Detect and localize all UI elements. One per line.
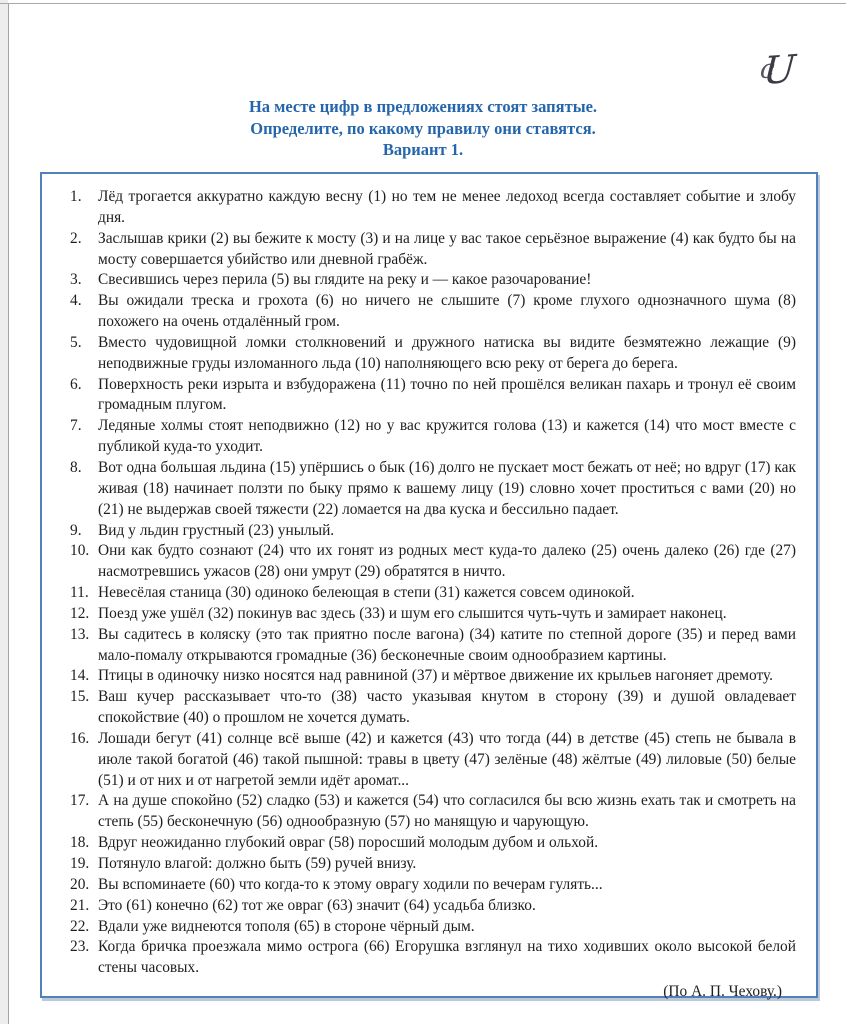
list-item-text: Ваш кучер рассказывает что-то (38) часто указывая кнутом в сторону (39) и душой овладевает спокойствие (40) о прошлом не хочется думать. bbox=[98, 688, 796, 727]
list-item bbox=[68, 937, 800, 979]
list-item-number: 13. bbox=[70, 625, 90, 643]
list-item bbox=[68, 666, 800, 687]
list-item-text: Вы вспоминаете (60) что когда-то к этому оврагу ходили по вечерам гулять... bbox=[98, 875, 603, 893]
list-item-text: Поверхность реки изрыта и взбудоражена (11) точно по ней прошёлся великан пахарь и тронул её своим громадным плугом. bbox=[98, 375, 796, 414]
list-item-text: Свесившись через перила (5) вы глядите на реку и — какое разочарование! bbox=[98, 271, 592, 289]
script-monogram: c U bbox=[759, 47, 796, 94]
list-item-text: А на душе спокойно (52) сладко (53) и кажется (54) что согласился бы всю жизнь ехать так и смотреть на степь (55) бесконечную (56) однообразную (57) но манящую и чарующую. bbox=[98, 792, 796, 831]
list-item-text: Заслышав крики (2) вы бежите к мосту (3) и на лице у вас такое серьёзное выражение (4) как будто бы на мосту совершается убийство или дневной грабёж. bbox=[98, 229, 796, 268]
list-item bbox=[68, 791, 800, 833]
list-item-number: 16. bbox=[70, 729, 90, 747]
list-item-text: Ледяные холмы стоят неподвижно (12) но у вас кружится голова (13) и кажется (14) что мост вместе с публикой куда-то уходит. bbox=[98, 417, 796, 456]
list-item bbox=[68, 521, 800, 542]
list-item bbox=[68, 833, 800, 854]
list-item-number: 1. bbox=[70, 188, 82, 205]
list-item-number: 23. bbox=[70, 938, 90, 956]
author-attribution: (По А. П. Чехову.) bbox=[663, 983, 782, 1001]
list-item bbox=[68, 854, 800, 875]
list-item bbox=[68, 187, 800, 229]
list-item-text: Вдруг неожиданно глубокий овраг (58) поросший молодым дубом и ольхой. bbox=[98, 834, 599, 852]
title-line-3: Вариант 1. bbox=[382, 140, 464, 159]
list-item bbox=[68, 229, 800, 271]
list-item-text: Невесёлая станица (30) одиноко белеющая в степи (31) кажется совсем одинокой. bbox=[98, 584, 635, 602]
list-item-number: 2. bbox=[70, 229, 82, 247]
list-item-text: Вы ожидали треска и грохота (6) но ничего не слышите (7) кроме глухого однозначного шума (8) похожего на очень отдалённый гром. bbox=[98, 292, 796, 331]
list-item bbox=[68, 604, 800, 625]
scan-edge-line-top bbox=[0, 3, 846, 4]
list-item-number: 18. bbox=[70, 834, 90, 852]
list-item-number: 10. bbox=[70, 542, 90, 560]
list-item-number: 14. bbox=[70, 667, 90, 685]
list-item-number: 6. bbox=[70, 375, 82, 393]
list-item bbox=[68, 416, 800, 458]
list-item bbox=[68, 875, 800, 896]
list-item-number: 12. bbox=[70, 604, 90, 622]
list-item-number: 11. bbox=[70, 584, 89, 602]
exercise-title bbox=[0, 96, 846, 161]
list-item-text: Лошади бегут (41) солнце всё выше (42) и кажется (43) что тогда (44) в детстве (45) степь не бывала в июле такой богатой (46) такой пышной: травы в цвету (47) зелёные (48) жёлтые (49) лиловые (50) белые (51) и от них и от нагретой земли идёт аромат... bbox=[98, 729, 796, 789]
list-item bbox=[68, 583, 800, 604]
list-item bbox=[68, 625, 800, 667]
list-item-text: Вид у льдин грустный (23) унылый. bbox=[98, 521, 335, 539]
sentences-box bbox=[40, 172, 818, 1001]
list-item-text: Это (61) конечно (62) тот же овраг (63) значит (64) усадьба близко. bbox=[98, 896, 536, 914]
list-item-text: Вдали уже виднеются тополя (65) в стороне чёрный дым. bbox=[98, 917, 475, 935]
list-item-number: 3. bbox=[70, 271, 82, 289]
list-item-number: 7. bbox=[70, 417, 82, 435]
list-item-text: Когда бричка проезжала мимо острога (66) Егорушка взглянул на тихо ходивших около высокой белой стены часовых. bbox=[98, 938, 796, 977]
list-item bbox=[68, 375, 800, 417]
list-item bbox=[68, 291, 800, 333]
list-item-text: Вместо чудовищной ломки столкновений и дружного натиска вы видите безмятежно лежащие (9) неподвижные груды изломанного льда (10) наполняющего всю реку от берега до берега. bbox=[98, 333, 796, 372]
list-item-text: Поезд уже ушёл (32) покинув вас здесь (33) и шум его слышится чуть-чуть и замирает наконец. bbox=[98, 604, 727, 622]
list-item-text: Лёд трогается аккуратно каждую весну (1) но тем не менее ледоход всегда составляет событие и злобу дня. bbox=[98, 188, 796, 226]
list-item bbox=[68, 729, 800, 792]
list-item-number: 5. bbox=[70, 333, 82, 351]
list-item-number: 8. bbox=[70, 458, 82, 476]
list-item-number: 17. bbox=[70, 792, 90, 810]
list-item bbox=[68, 270, 800, 291]
list-item bbox=[68, 541, 800, 583]
list-item-number: 15. bbox=[70, 688, 90, 706]
list-item bbox=[68, 896, 800, 917]
list-item-number: 19. bbox=[70, 855, 90, 872]
list-item-text: Потянуло влагой: должно быть (59) ручей внизу. bbox=[98, 855, 417, 872]
list-item-number: 21. bbox=[70, 896, 90, 914]
list-item-text: Вы садитесь в коляску (это так приятно после вагона) (34) катите по степной дороге (35) и перед вами мало-помалу открываются громадные (36) бесконечные своим однообразием картины. bbox=[98, 625, 796, 664]
list-item bbox=[68, 917, 800, 938]
list-item-number: 4. bbox=[70, 292, 82, 310]
list-item bbox=[68, 687, 800, 729]
list-item-text: Птицы в одиночку низко носятся над равниной (37) и мёртвое движение их крыльев нагоняет дремоту. bbox=[98, 667, 774, 685]
list-item-text: Они как будто сознают (24) что их гонят из родных мест куда-то далеко (25) очень далеко (26) где (27) насмотревшись ужасов (28) они умрут (29) обратятся в ничто. bbox=[98, 542, 796, 581]
list-item-text: Вот одна большая льдина (15) упёршись о бык (16) долго не пускает мост бежать от неё; но вдруг (17) как живая (18) начинает ползти по быку прямо к вашему лицу (19) словно хочет проститься с вами (20) но (21) не выдержав своей тяжести (22) ломается на два куска и бессильно падает. bbox=[98, 458, 796, 518]
list-item bbox=[68, 333, 800, 375]
title-line-2: Определите, по какому правилу они ставятся. bbox=[250, 118, 596, 138]
list-item-number: 20. bbox=[70, 875, 90, 893]
list-item bbox=[68, 458, 800, 521]
list-item-number: 9. bbox=[70, 521, 82, 539]
title-line-1: На месте цифр в предложениях стоят запятые. bbox=[248, 97, 598, 116]
list-item-number: 22. bbox=[70, 917, 90, 935]
sentence-list bbox=[68, 187, 800, 979]
